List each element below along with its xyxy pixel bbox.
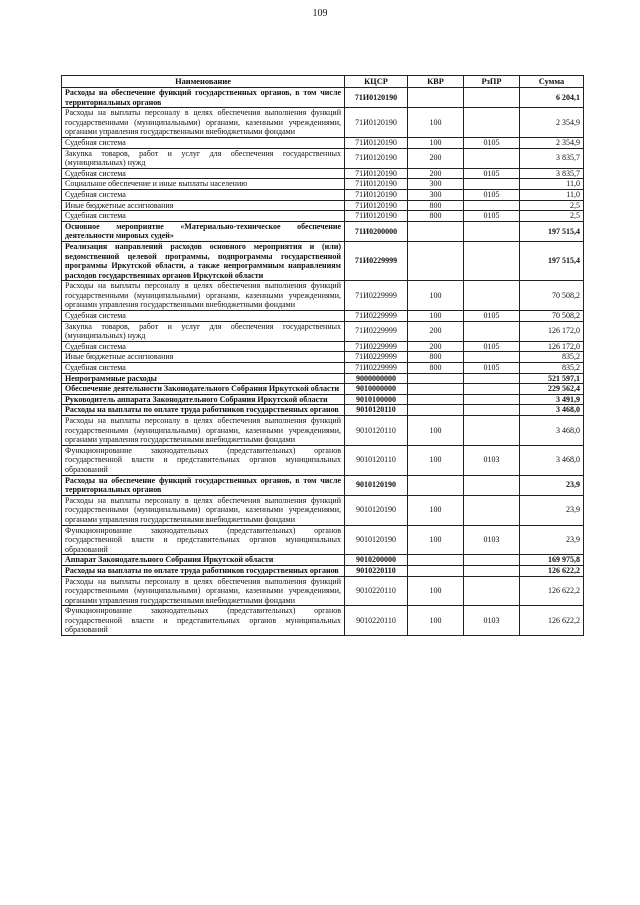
cell-sum: 2 354,9	[520, 137, 584, 148]
column-header-name: Наименование	[62, 76, 345, 88]
cell-kvr: 100	[408, 525, 464, 555]
table-row	[62, 241, 584, 280]
cell-sum: 3 835,7	[520, 148, 584, 168]
cell-kcsr: 71И0229999	[345, 241, 408, 280]
cell-name: Функционирование законодательных (представительных) органов государственной власти и представительных органов муниципальных образований	[62, 445, 345, 475]
cell-rzpr	[464, 384, 520, 395]
cell-rzpr: 0103	[464, 445, 520, 475]
cell-kvr	[408, 241, 464, 280]
table-row	[62, 555, 584, 566]
cell-name: Расходы на обеспечение функций государственных органов, в том числе территориальных органов	[62, 88, 345, 108]
cell-kcsr: 71И0120190	[345, 137, 408, 148]
table-row	[62, 475, 584, 495]
cell-kvr: 100	[408, 606, 464, 636]
cell-sum: 3 468,0	[520, 445, 584, 475]
cell-kvr: 200	[408, 341, 464, 352]
cell-rzpr	[464, 352, 520, 363]
cell-sum: 229 562,4	[520, 384, 584, 395]
cell-kvr: 200	[408, 168, 464, 179]
cell-kcsr: 71И0120190	[345, 148, 408, 168]
cell-name: Непрограммные расходы	[62, 373, 345, 384]
cell-kcsr: 71И0120190	[345, 108, 408, 138]
table-row	[62, 394, 584, 405]
table-row	[62, 189, 584, 200]
cell-sum: 23,9	[520, 495, 584, 525]
cell-sum: 126 172,0	[520, 341, 584, 352]
cell-name: Судебная система	[62, 311, 345, 322]
column-header-kvr: КВР	[408, 76, 464, 88]
cell-kcsr: 9010120110	[345, 405, 408, 416]
cell-kvr: 800	[408, 211, 464, 222]
cell-kvr: 200	[408, 321, 464, 341]
cell-sum: 11,0	[520, 179, 584, 190]
cell-name: Закупка товаров, работ и услуг для обеспечения государственных (муниципальных) нужд	[62, 321, 345, 341]
table-row	[62, 137, 584, 148]
cell-sum: 2,5	[520, 200, 584, 211]
cell-kvr: 300	[408, 179, 464, 190]
cell-rzpr	[464, 281, 520, 311]
cell-name: Обеспечение деятельности Законодательного Собрания Иркутской области	[62, 384, 345, 395]
cell-sum: 521 597,1	[520, 373, 584, 384]
cell-rzpr: 0105	[464, 211, 520, 222]
cell-name: Расходы на обеспечение функций государственных органов, в том числе территориальных органов	[62, 475, 345, 495]
table-row	[62, 321, 584, 341]
cell-name: Расходы на выплаты персоналу в целях обеспечения выполнения функций государственными (муниципальными) органами, казенными учреждениями, органами управления государственными внебюджетными фондами	[62, 495, 345, 525]
table-row	[62, 200, 584, 211]
table-header-row	[62, 76, 584, 88]
cell-name: Иные бюджетные ассигнования	[62, 200, 345, 211]
cell-sum: 835,2	[520, 352, 584, 363]
cell-kvr	[408, 475, 464, 495]
cell-kcsr: 71И0229999	[345, 321, 408, 341]
cell-kcsr: 71И0120190	[345, 211, 408, 222]
page-number: 109	[312, 8, 328, 19]
table-row	[62, 352, 584, 363]
table-row	[62, 148, 584, 168]
cell-rzpr	[464, 475, 520, 495]
cell-kcsr: 71И0200000	[345, 221, 408, 241]
table-row	[62, 88, 584, 108]
cell-name: Закупка товаров, работ и услуг для обеспечения государственных (муниципальных) нужд	[62, 148, 345, 168]
cell-name: Расходы на выплаты персоналу в целях обеспечения выполнения функций государственными (муниципальными) органами, казенными учреждениями, органами управления государственными внебюджетными фондами	[62, 281, 345, 311]
cell-rzpr	[464, 394, 520, 405]
table-body	[62, 88, 584, 636]
cell-kcsr: 71И0229999	[345, 281, 408, 311]
cell-name: Реализация направлений расходов основного мероприятия и (или) ведомственной целевой программы, подпрограммы государственной программы Иркутской области, а также непрограммным направлениям расходов государственных органов Иркутской области	[62, 241, 345, 280]
cell-name: Основное мероприятие «Материально-техническое обеспечение деятельности мировых судей»	[62, 221, 345, 241]
cell-kvr	[408, 221, 464, 241]
cell-name: Судебная система	[62, 341, 345, 352]
cell-name: Иные бюджетные ассигнования	[62, 352, 345, 363]
cell-kvr: 200	[408, 148, 464, 168]
table-row	[62, 445, 584, 475]
cell-rzpr: 0103	[464, 525, 520, 555]
cell-kvr: 100	[408, 416, 464, 446]
cell-kcsr: 9010000000	[345, 384, 408, 395]
cell-kvr	[408, 405, 464, 416]
cell-kcsr: 71И0120190	[345, 88, 408, 108]
cell-sum: 835,2	[520, 363, 584, 374]
cell-rzpr	[464, 179, 520, 190]
cell-rzpr	[464, 405, 520, 416]
cell-name: Судебная система	[62, 168, 345, 179]
cell-kcsr: 71И0229999	[345, 352, 408, 363]
cell-kcsr: 71И0120190	[345, 200, 408, 211]
cell-kcsr: 9010220110	[345, 606, 408, 636]
cell-kcsr: 71И0229999	[345, 363, 408, 374]
cell-sum: 23,9	[520, 525, 584, 555]
cell-rzpr: 0105	[464, 189, 520, 200]
cell-kvr: 100	[408, 495, 464, 525]
cell-sum: 23,9	[520, 475, 584, 495]
cell-rzpr	[464, 576, 520, 606]
cell-name: Судебная система	[62, 363, 345, 374]
table-row	[62, 405, 584, 416]
table-row	[62, 281, 584, 311]
column-header-rzpr: РзПР	[464, 76, 520, 88]
cell-name: Расходы на выплаты персоналу в целях обеспечения выполнения функций государственными (муниципальными) органами, казенными учреждениями, органами управления государственными внебюджетными фондами	[62, 416, 345, 446]
cell-sum: 6 204,1	[520, 88, 584, 108]
cell-rzpr	[464, 108, 520, 138]
cell-kvr: 100	[408, 137, 464, 148]
cell-sum: 3 468,0	[520, 405, 584, 416]
cell-kvr	[408, 394, 464, 405]
table-row	[62, 373, 584, 384]
table-row	[62, 363, 584, 374]
table-row	[62, 311, 584, 322]
cell-name: Аппарат Законодательного Собрания Иркутской области	[62, 555, 345, 566]
cell-kvr: 800	[408, 363, 464, 374]
cell-rzpr	[464, 148, 520, 168]
cell-name: Функционирование законодательных (представительных) органов государственной власти и представительных органов муниципальных образований	[62, 606, 345, 636]
cell-rzpr	[464, 495, 520, 525]
cell-name: Расходы на выплаты по оплате труда работников государственных органов	[62, 565, 345, 576]
cell-rzpr: 0105	[464, 363, 520, 374]
cell-kcsr: 9010220110	[345, 576, 408, 606]
cell-kcsr: 9010100000	[345, 394, 408, 405]
table-row	[62, 179, 584, 190]
cell-kvr	[408, 555, 464, 566]
cell-sum: 3 835,7	[520, 168, 584, 179]
cell-kcsr: 9010200000	[345, 555, 408, 566]
cell-kcsr: 71И0120190	[345, 179, 408, 190]
cell-sum: 169 975,8	[520, 555, 584, 566]
cell-rzpr: 0103	[464, 606, 520, 636]
cell-kvr: 100	[408, 281, 464, 311]
cell-kvr	[408, 384, 464, 395]
cell-sum: 70 508,2	[520, 281, 584, 311]
cell-name: Судебная система	[62, 137, 345, 148]
cell-kcsr: 9010120110	[345, 416, 408, 446]
cell-rzpr	[464, 416, 520, 446]
cell-rzpr	[464, 555, 520, 566]
table-row	[62, 416, 584, 446]
table-row	[62, 341, 584, 352]
table-row	[62, 495, 584, 525]
table-row	[62, 576, 584, 606]
cell-rzpr	[464, 565, 520, 576]
cell-sum: 126 622,2	[520, 576, 584, 606]
cell-kcsr: 9010120190	[345, 495, 408, 525]
cell-kvr: 100	[408, 576, 464, 606]
cell-sum: 126 622,2	[520, 565, 584, 576]
cell-name: Судебная система	[62, 189, 345, 200]
cell-kvr	[408, 88, 464, 108]
cell-sum: 126 622,2	[520, 606, 584, 636]
cell-sum: 2 354,9	[520, 108, 584, 138]
cell-kvr: 300	[408, 189, 464, 200]
cell-rzpr	[464, 321, 520, 341]
cell-sum: 2,5	[520, 211, 584, 222]
cell-kvr: 100	[408, 108, 464, 138]
cell-rzpr	[464, 88, 520, 108]
cell-rzpr	[464, 373, 520, 384]
cell-sum: 3 468,0	[520, 416, 584, 446]
table-row	[62, 211, 584, 222]
cell-name: Судебная система	[62, 211, 345, 222]
cell-kcsr: 9010120190	[345, 525, 408, 555]
cell-name: Расходы на выплаты персоналу в целях обеспечения выполнения функций государственными (муниципальными) органами, казенными учреждениями, органами управления государственными внебюджетными фондами	[62, 108, 345, 138]
cell-kcsr: 71И0120190	[345, 168, 408, 179]
cell-kcsr: 9010120110	[345, 445, 408, 475]
cell-name: Функционирование законодательных (представительных) органов государственной власти и представительных органов муниципальных образований	[62, 525, 345, 555]
column-header-sum: Сумма	[520, 76, 584, 88]
table-row	[62, 384, 584, 395]
cell-rzpr: 0105	[464, 168, 520, 179]
table-row	[62, 606, 584, 636]
table-row	[62, 168, 584, 179]
cell-rzpr: 0105	[464, 311, 520, 322]
table-row	[62, 108, 584, 138]
cell-kvr: 100	[408, 311, 464, 322]
cell-sum: 126 172,0	[520, 321, 584, 341]
cell-rzpr	[464, 241, 520, 280]
cell-kvr	[408, 565, 464, 576]
cell-sum: 3 491,9	[520, 394, 584, 405]
cell-sum: 197 515,4	[520, 221, 584, 241]
cell-rzpr: 0105	[464, 341, 520, 352]
cell-name: Расходы на выплаты персоналу в целях обеспечения выполнения функций государственными (муниципальными) органами, казенными учреждениями, органами управления государственными внебюджетными фондами	[62, 576, 345, 606]
cell-kcsr: 9000000000	[345, 373, 408, 384]
cell-kvr	[408, 373, 464, 384]
cell-sum: 11,0	[520, 189, 584, 200]
cell-kcsr: 71И0120190	[345, 189, 408, 200]
cell-sum: 70 508,2	[520, 311, 584, 322]
column-header-kcsr: КЦСР	[345, 76, 408, 88]
cell-name: Расходы на выплаты по оплате труда работников государственных органов	[62, 405, 345, 416]
table-row	[62, 525, 584, 555]
cell-kcsr: 71И0229999	[345, 341, 408, 352]
cell-name: Социальное обеспечение и иные выплаты населению	[62, 179, 345, 190]
table-row	[62, 221, 584, 241]
cell-rzpr: 0105	[464, 137, 520, 148]
table-row	[62, 565, 584, 576]
cell-kvr: 800	[408, 352, 464, 363]
cell-kvr: 100	[408, 445, 464, 475]
cell-kcsr: 9010220110	[345, 565, 408, 576]
cell-kvr: 800	[408, 200, 464, 211]
cell-name: Руководитель аппарата Законодательного Собрания Иркутской области	[62, 394, 345, 405]
cell-kcsr: 9010120190	[345, 475, 408, 495]
cell-rzpr	[464, 221, 520, 241]
cell-sum: 197 515,4	[520, 241, 584, 280]
cell-kcsr: 71И0229999	[345, 311, 408, 322]
budget-table	[61, 75, 584, 636]
cell-rzpr	[464, 200, 520, 211]
